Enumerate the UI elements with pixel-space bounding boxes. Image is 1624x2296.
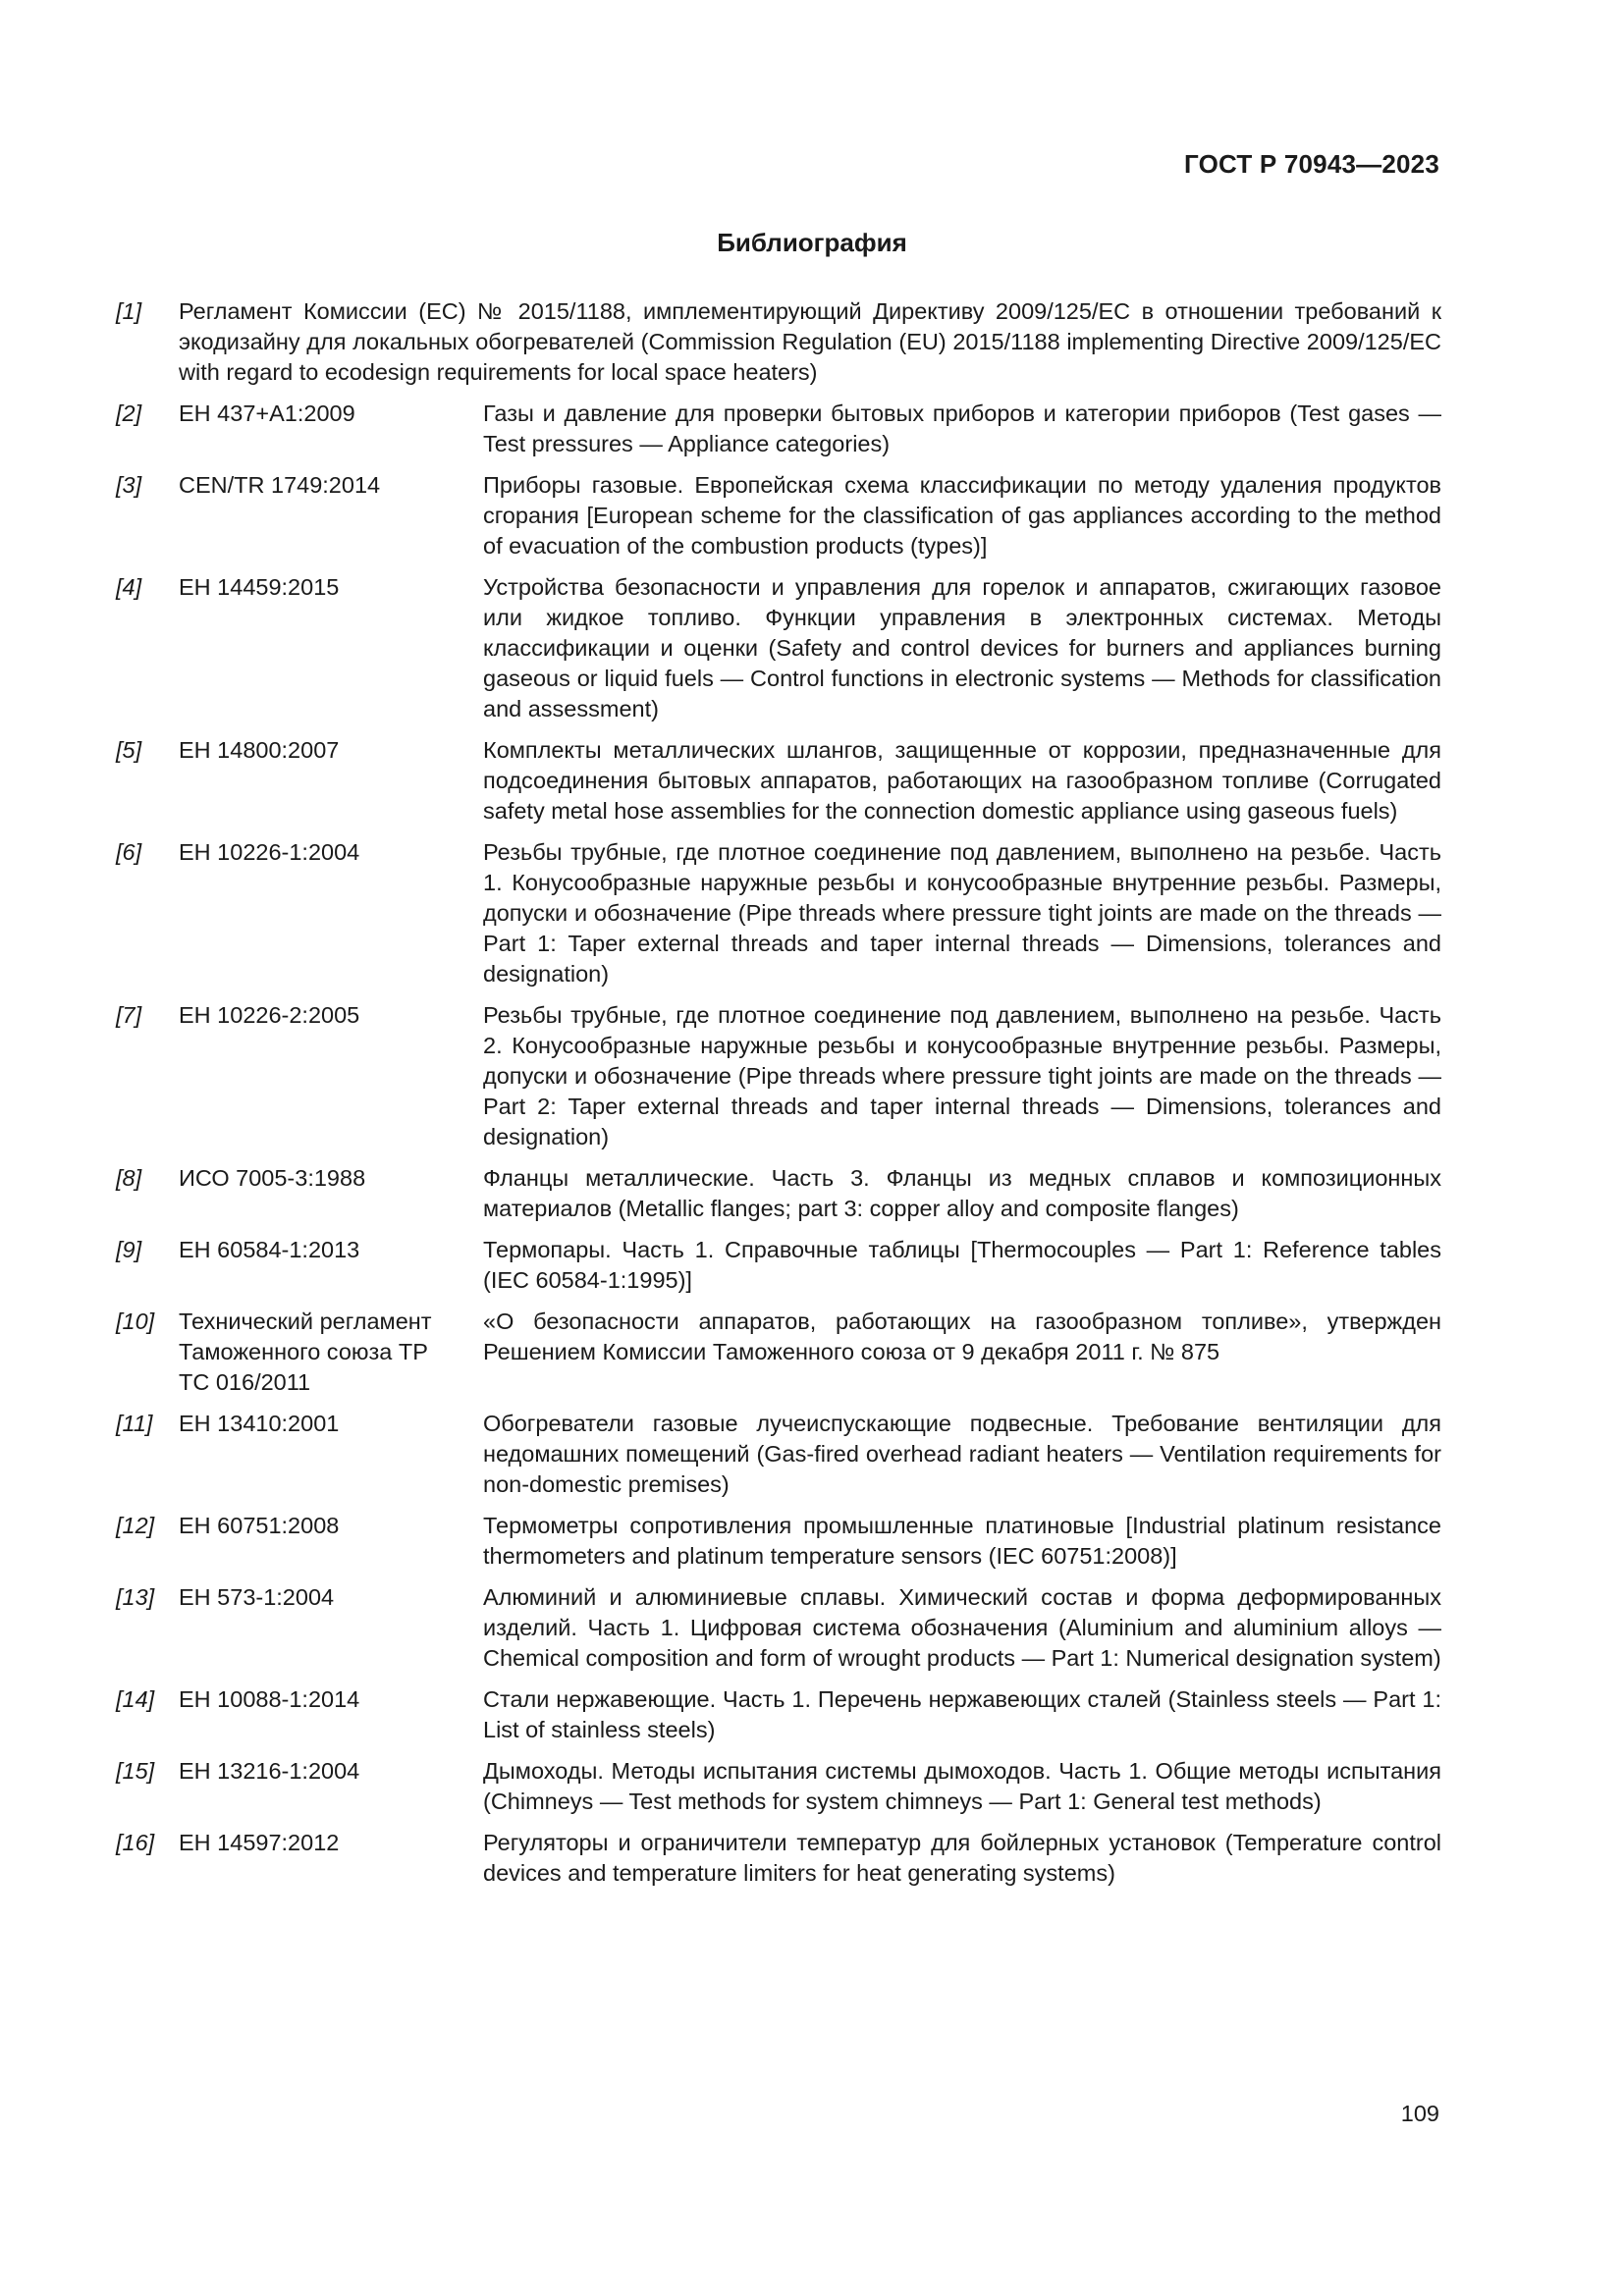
page-number: 109 [1400,2101,1439,2126]
entry-title: «О безопасности аппаратов, работающих на газообразном топливе», утвержден Решением Комиссии Таможенного союза от 9 декабря 2011 г. № 875 [483,1308,1441,1364]
bibliography-entry-2 [116,399,1441,459]
entry-title: Алюминий и алюминиевые сплавы. Химический состав и форма деформированных изделий. Часть 1. Цифровая система обозначения (Aluminium and aluminium alloys — Chemical composition and form of wrought products — Part 1: Numerical designation system) [483,1584,1441,1671]
entry-number: [5] [116,737,142,763]
bibliography-entry-3 [116,470,1441,561]
entry-code: ЕН 14459:2015 [179,574,340,600]
entry-number: [1] [116,298,142,324]
entry-code: ЕН 60751:2008 [179,1513,340,1538]
bibliography-entry-14 [116,1684,1441,1745]
bibliography-entry-6 [116,837,1441,989]
entry-title: Газы и давление для проверки бытовых приборов и категории приборов (Test gases — Test pressures — Appliance categories) [483,400,1441,456]
bibliography-entry-4 [116,572,1441,724]
entry-title: Резьбы трубные, где плотное соединение под давлением, выполнено на резьбе. Часть 1. Конусообразные наружные резьбы и конусообразные внутренние резьбы. Размеры, допуски и обозначение (Pipe threads where pressure tight joints are made on the threads — Part 1: Taper external threads and taper internal threads — Dimensions, tolerances and designation) [483,839,1441,987]
bibliography-entry-13 [116,1582,1441,1674]
bibliography-entry-15 [116,1756,1441,1817]
entry-number: [6] [116,839,142,865]
entry-code: ЕН 14800:2007 [179,737,340,763]
entry-code: CEN/TR 1749:2014 [179,472,381,498]
entry-number: [14] [116,1686,155,1712]
bibliography-entry-11 [116,1409,1441,1500]
entry-code: ЕН 437+А1:2009 [179,400,355,426]
bibliography-entry-16 [116,1828,1441,1889]
entry-title: Устройства безопасности и управления для горелок и аппаратов, сжигающих газовое или жидкое топливо. Функции управления в электронных системах. Методы классификации и оценки (Safety and control devices for burners and appliances burning gaseous or liquid fuels — Control functions in electronic systems — Methods for classification and assessment) [483,574,1441,721]
entry-code: ЕН 10088-1:2014 [179,1686,360,1712]
entry-number: [9] [116,1237,142,1262]
entry-code: ЕН 13216-1:2004 [179,1758,360,1784]
entry-title: Термометры сопротивления промышленные платиновые [Industrial platinum resistance thermometers and platinum temperature sensors (IEC 60751:2008)] [483,1513,1441,1569]
entry-number: [3] [116,472,142,498]
entry-code: ЕН 14597:2012 [179,1830,340,1855]
entry-title: Дымоходы. Методы испытания системы дымоходов. Часть 1. Общие методы испытания (Chimneys — Test methods for system chimneys — Part 1: General test methods) [483,1758,1441,1814]
bibliography-entry-10 [116,1307,1441,1398]
section-title: Библиография [717,228,907,257]
bibliography-entry-7 [116,1000,1441,1152]
bibliography-entry-5 [116,735,1441,827]
entry-number: [7] [116,1002,142,1028]
bibliography-list [116,296,1441,1899]
entry-code: ЕН 60584-1:2013 [179,1237,360,1262]
document-code: ГОСТ Р 70943—2023 [1184,149,1439,179]
entry-number: [15] [116,1758,155,1784]
entry-code: ИСО 7005-3:1988 [179,1165,366,1191]
entry-number: [2] [116,400,142,426]
entry-number: [10] [116,1308,155,1334]
entry-code: ЕН 573-1:2004 [179,1584,335,1610]
entry-title: Обогреватели газовые лучеиспускающие подвесные. Требование вентиляции для недомашних помещений (Gas-fired overhead radiant heaters — Ventilation requirements for non-domestic premises) [483,1411,1441,1497]
entry-code: ЕН 13410:2001 [179,1411,340,1436]
entry-title: Регламент Комиссии (ЕС) № 2015/1188, имплементирующий Директиву 2009/125/ЕС в отношении требований к экодизайну для локальных обогревателей (Commission Regulation (EU) 2015/1188 implementing Directive 2009/125/EC with regard to ecodesign requirements for local space heaters) [179,298,1441,385]
bibliography-entry-8 [116,1163,1441,1224]
entry-number: [12] [116,1513,155,1538]
entry-number: [11] [116,1411,153,1436]
bibliography-entry-12 [116,1511,1441,1572]
entry-number: [16] [116,1830,155,1855]
entry-title: Регуляторы и ограничители температур для бойлерных установок (Temperature control devices and temperature limiters for heat generating systems) [483,1830,1441,1886]
entry-number: [4] [116,574,142,600]
bibliography-entry-9 [116,1235,1441,1296]
bibliography-entry-1 [116,296,1441,388]
entry-title: Приборы газовые. Европейская схема классификации по методу удаления продуктов сгорания [European scheme for the classification of gas appliances according to the method of evacuation of the combustion products (types)] [483,472,1441,559]
entry-title: Термопары. Часть 1. Справочные таблицы [Thermocouples — Part 1: Reference tables (IEC 60584-1:1995)] [483,1237,1441,1293]
entry-code: Технический регламент Таможенного союза ТР ТС 016/2011 [179,1308,432,1395]
entry-title: Комплекты металлических шлангов, защищенные от коррозии, предназначенные для подсоединения бытовых аппаратов, работающих на газообразном топливе (Corrugated safety metal hose assemblies for the connection domestic appliance using gaseous fuels) [483,737,1441,824]
entry-title: Резьбы трубные, где плотное соединение под давлением, выполнено на резьбе. Часть 2. Конусообразные наружные резьбы и конусообразные внутренние резьбы. Размеры, допуски и обозначение (Pipe threads where pressure tight joints are made on the threads — Part 2: Taper external threads and taper internal threads — Dimensions, tolerances and designation) [483,1002,1441,1149]
entry-title: Стали нержавеющие. Часть 1. Перечень нержавеющих сталей (Stainless steels — Part 1: List of stainless steels) [483,1686,1441,1742]
entry-number: [8] [116,1165,142,1191]
entry-title: Фланцы металлические. Часть 3. Фланцы из медных сплавов и композиционных материалов (Metallic flanges; part 3: copper alloy and composite flanges) [483,1165,1441,1221]
entry-number: [13] [116,1584,155,1610]
entry-code: ЕН 10226-2:2005 [179,1002,360,1028]
entry-code: ЕН 10226-1:2004 [179,839,360,865]
